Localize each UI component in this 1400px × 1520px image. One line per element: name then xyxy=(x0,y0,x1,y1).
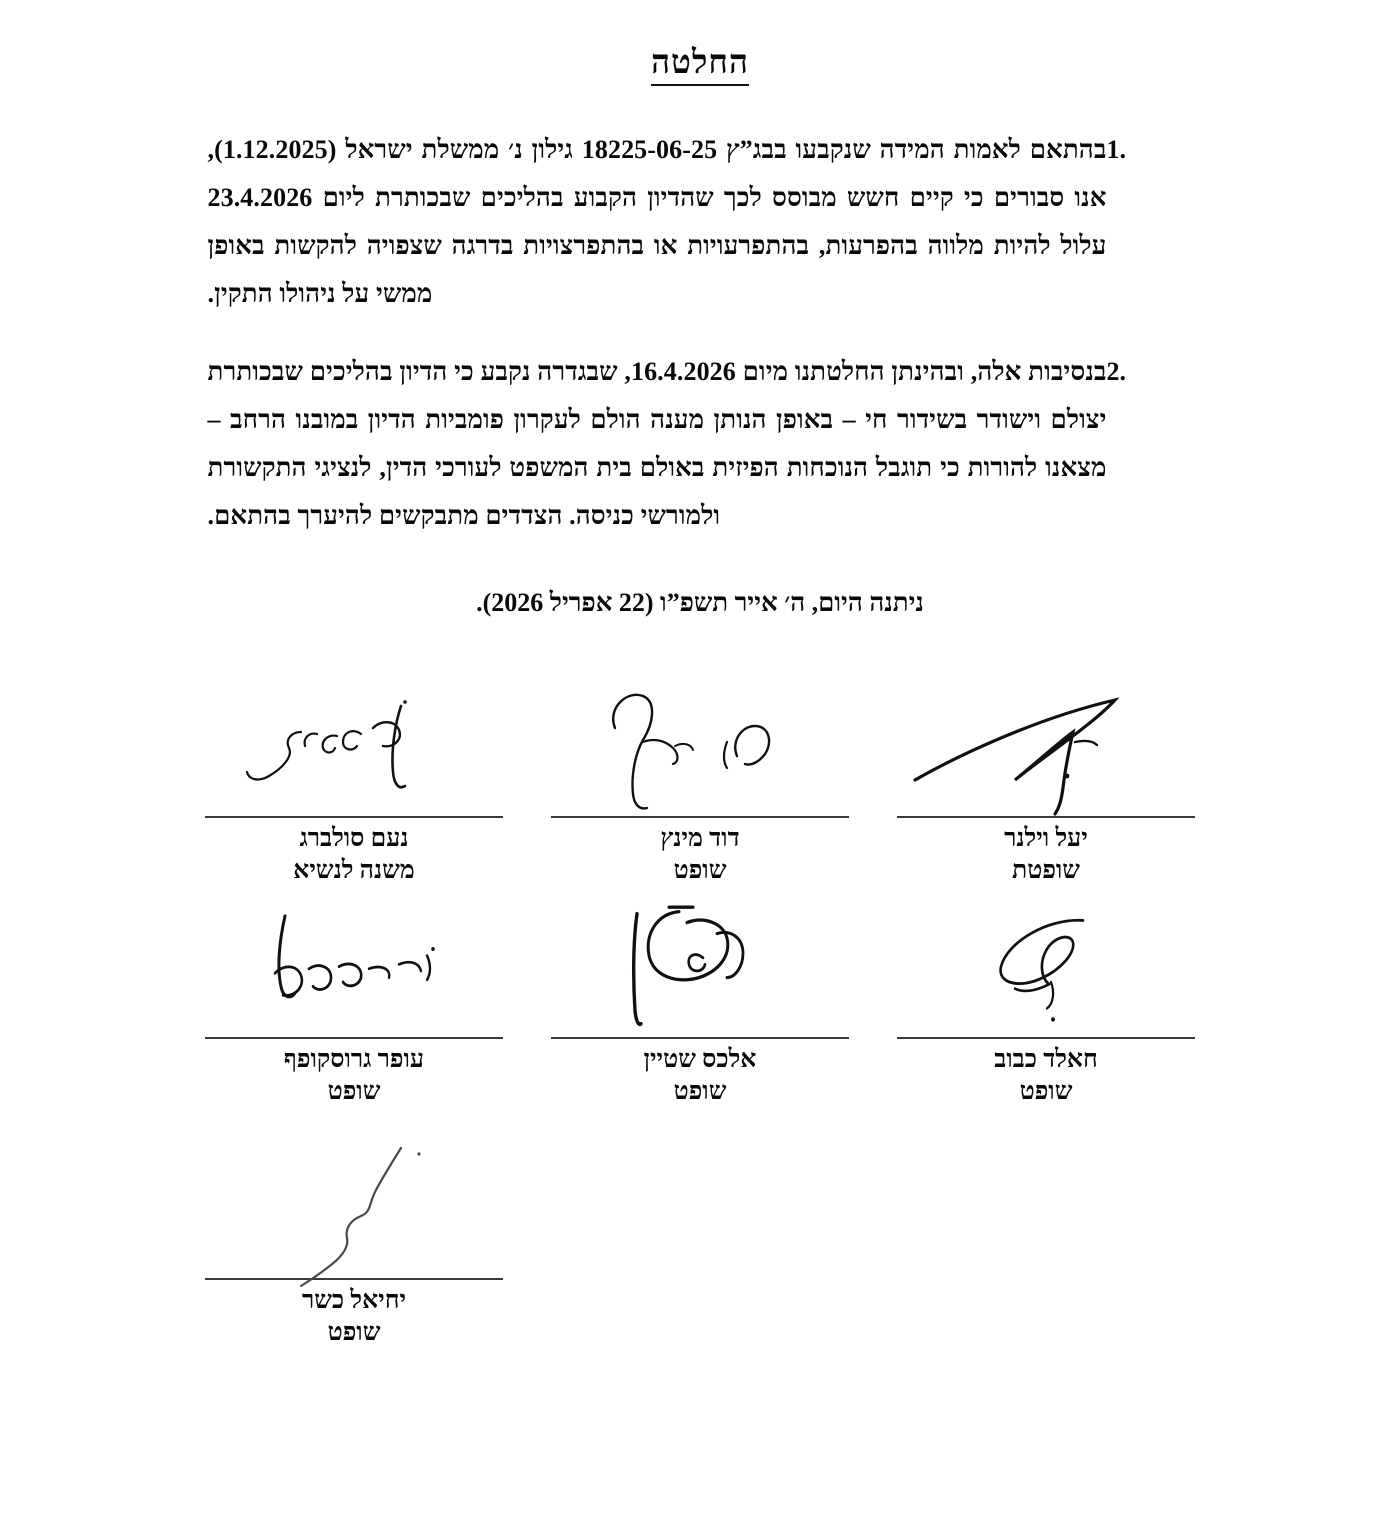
signature-row-1 xyxy=(205,684,1195,887)
judge-role: משנה לנשיא xyxy=(293,857,415,885)
judge-name: אלכס שטיין xyxy=(643,1046,757,1074)
judge-role: שופט xyxy=(673,1078,727,1106)
clause-2-number: .2 xyxy=(1106,356,1126,386)
signature-block-grosskopf xyxy=(205,905,503,1108)
handwritten-signature-icon xyxy=(897,684,1195,816)
clause-2-text: בנסיבות אלה, ובהינתן החלטתנו מיום 16.4.2026, שבגדרה נקבע כי הדיון בהליכים שבכותרת יצולם וישודר בשידור חי – באופן הנותן מענה הולם לעקרון פומביות הדיון במובנו הרחב – מצאנו להורות כי תוגבל הנוכחות הפיזית באולם בית המשפט לעורכי הדין, לנציגי התקשורת ולמורשי כניסה. הצדדים מתבקשים להיערך בהתאם. xyxy=(207,356,1107,531)
signature-block-mintz xyxy=(551,684,849,887)
handwritten-signature-icon xyxy=(551,684,849,816)
clause-1-text: בהתאם לאמות המידה שנקבעו בבג”ץ 18225-06-25 גילון נ׳ ממשלת ישראל (1.12.2025), אנו סבורים כי קיים חשש מבוסס לכך שהדיון הקבוע בהליכים שבכותרת ליום 23.4.2026 עלול להיות מלווה בהפרעות, בהתפרעויות או בהתפרצויות בדרגה שצפויה להקשות באופן ממשי על ניהולו התקין. xyxy=(207,134,1107,308)
signature-block-kasher xyxy=(205,1146,503,1349)
clause-2 xyxy=(208,348,1193,540)
page-title xyxy=(0,0,1400,84)
signature-row-2 xyxy=(205,887,1195,1108)
clause-1-number: .1 xyxy=(1106,134,1126,164)
handwritten-signature-icon xyxy=(205,684,503,816)
signature-area xyxy=(205,618,1195,1349)
signature-row-3-spacer-left xyxy=(897,1146,1195,1349)
judge-role: שופט xyxy=(1019,1078,1073,1106)
signature-block-kabub xyxy=(897,905,1195,1108)
document-body xyxy=(208,84,1193,541)
signature-row-3 xyxy=(205,1108,1195,1349)
page-title-text: החלטה xyxy=(651,45,749,86)
judge-name: יעל וילנר xyxy=(1004,825,1088,853)
judge-name: דוד מינץ xyxy=(660,825,740,853)
judge-name: עופר גרוסקופף xyxy=(283,1046,425,1074)
judge-name: חאלד כבוב xyxy=(994,1046,1098,1074)
judge-role: שופט xyxy=(327,1319,381,1347)
clause-1 xyxy=(208,126,1193,318)
handwritten-signature-icon xyxy=(205,1146,503,1278)
judge-role: שופט xyxy=(673,857,727,885)
signature-block-sohlberg xyxy=(205,684,503,887)
judge-name: יחיאל כשר xyxy=(301,1287,407,1315)
signature-row-3-spacer-mid xyxy=(551,1146,849,1349)
judge-role: שופט xyxy=(327,1078,381,1106)
handwritten-signature-icon xyxy=(897,905,1195,1037)
handwritten-signature-icon xyxy=(205,905,503,1037)
judge-role: שופטת xyxy=(1011,857,1081,885)
signature-block-stein xyxy=(551,905,849,1108)
signature-block-vilner xyxy=(897,684,1195,887)
handwritten-signature-icon xyxy=(551,905,849,1037)
judge-name: נעם סולברג xyxy=(299,825,409,853)
decision-date-line: ניתנה היום, ה׳ אייר תשפ”ו (22 אפריל 2026). xyxy=(476,588,924,618)
